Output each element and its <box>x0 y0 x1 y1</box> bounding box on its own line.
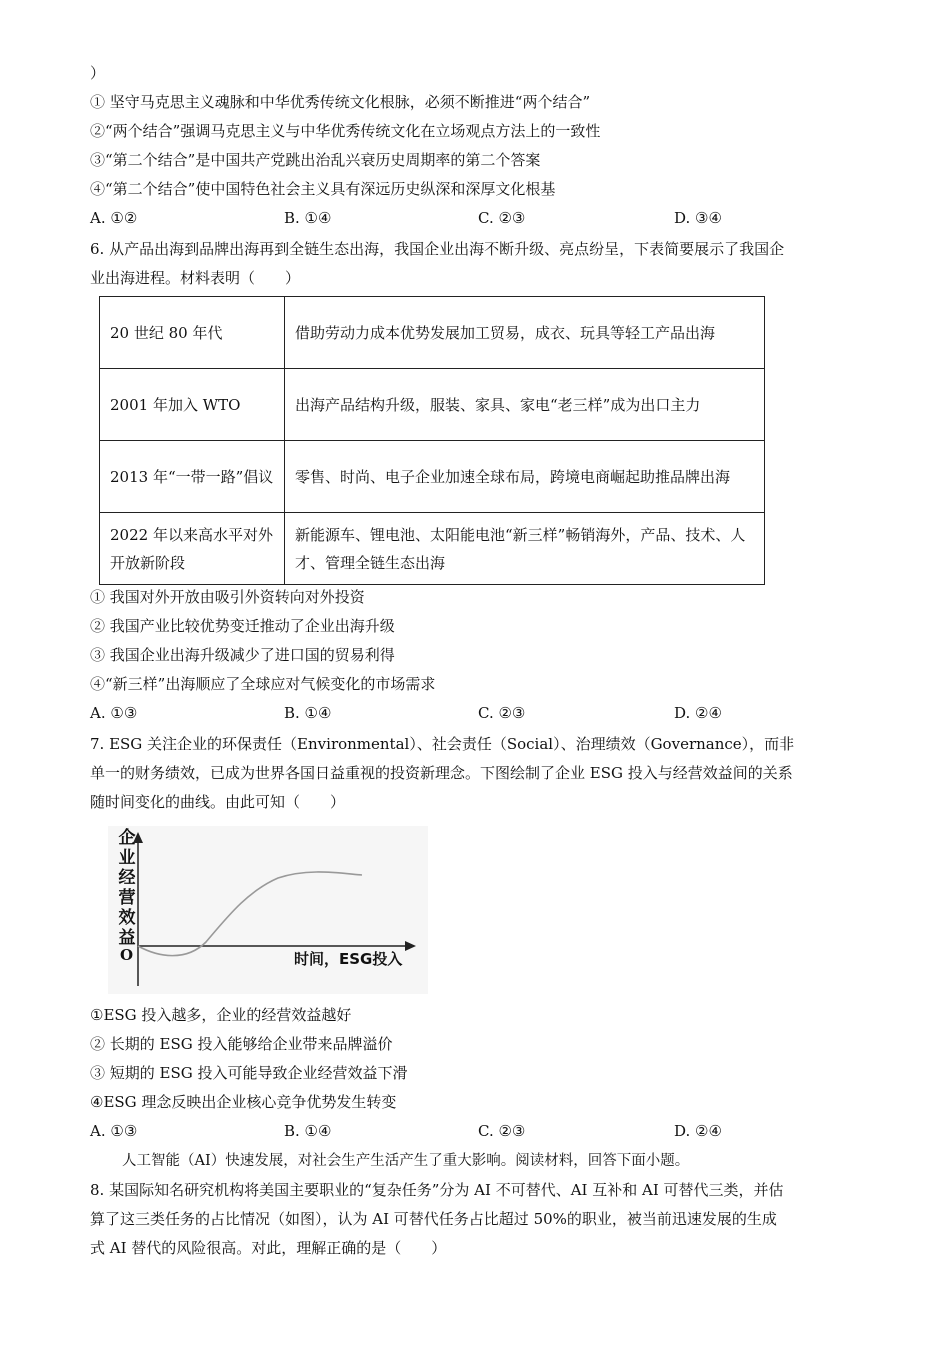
q6-statement-1: ① 我国对外开放由吸引外资转向对外投资 <box>90 588 365 606</box>
q7-statement-3: ③ 短期的 ESG 投入可能导致企业经营效益下滑 <box>90 1064 408 1082</box>
q5-statement-4: ④“第二个结合”使中国特色社会主义具有深远历史纵深和深厚文化根基 <box>90 180 556 198</box>
q8-stem-line-1: 8. 某国际知名研究机构将美国主要职业的“复杂任务”分为 AI 不可替代、AI 互补和 AI 可替代三类，并估 <box>90 1181 784 1199</box>
x-axis-arrow <box>405 941 416 951</box>
table-cell-desc: 新能源车、锂电池、太阳能电池“新三样”畅销海外，产品、技术、人才、管理全链生态出海 <box>285 513 765 585</box>
q8-stem-line-3: 式 AI 替代的风险很高。对此，理解正确的是（ ） <box>90 1239 447 1257</box>
q6-table <box>99 296 765 585</box>
q6-option-c[interactable]: C. ②③ <box>478 704 526 722</box>
table-cell-period: 2013 年“一带一路”倡议 <box>100 441 285 513</box>
q5-statement-2: ②“两个结合”强调马克思主义与中华优秀传统文化在立场观点方法上的一致性 <box>90 122 601 140</box>
table-cell-period: 20 世纪 80 年代 <box>100 297 285 369</box>
esg-curve-figure <box>108 826 428 994</box>
chart-origin-label: O <box>120 946 134 964</box>
table-cell-period: 2022 年以来高水平对外开放新阶段 <box>100 513 285 585</box>
q5-option-b[interactable]: B. ①④ <box>284 209 332 227</box>
q7-option-c[interactable]: C. ②③ <box>478 1122 526 1140</box>
q5-stem-tail: ） <box>90 64 106 82</box>
table-row <box>100 297 765 369</box>
q5-option-c[interactable]: C. ②③ <box>478 209 526 227</box>
q7-options <box>90 1120 790 1142</box>
table-cell-desc: 出海产品结构升级，服装、家具、家电“老三样”成为出口主力 <box>285 369 765 441</box>
q6-option-d[interactable]: D. ②④ <box>674 704 722 722</box>
q6-statement-3: ③ 我国企业出海升级减少了进口国的贸易利得 <box>90 646 395 664</box>
esg-benefit-curve <box>138 872 362 956</box>
q6-option-b[interactable]: B. ①④ <box>284 704 332 722</box>
ai-passage: 人工智能（AI）快速发展，对社会生产生活产生了重大影响。阅读材料，回答下面小题。 <box>122 1153 690 1169</box>
q7-stem-line-2: 单一的财务绩效，已成为世界各国日益重视的投资新理念。下图绘制了企业 ESG 投入与经营效益间的关系 <box>90 764 793 782</box>
table-cell-period: 2001 年加入 WTO <box>100 369 285 441</box>
q5-option-a[interactable]: A. ①② <box>90 209 138 227</box>
q7-stem-line-1: 7. ESG 关注企业的环保责任（Environmental）、社会责任（Social）、治理绩效（Governance），而非 <box>90 735 795 753</box>
chart-ylabel: 企业经营效益 <box>118 828 136 948</box>
q6-options <box>90 702 790 724</box>
table-cell-desc: 零售、时尚、电子企业加速全球布局，跨境电商崛起助推品牌出海 <box>285 441 765 513</box>
q7-statement-4: ④ESG 理念反映出企业核心竞争优势发生转变 <box>90 1093 397 1111</box>
q5-option-d[interactable]: D. ③④ <box>674 209 722 227</box>
q8-stem-line-2: 算了这三类任务的占比情况（如图），认为 AI 可替代任务占比超过 50%的职业，被当前迅速发展的生成 <box>90 1210 777 1228</box>
q6-statement-4: ④“新三样”出海顺应了全球应对气候变化的市场需求 <box>90 675 436 693</box>
table-row <box>100 369 765 441</box>
q7-statement-1: ①ESG 投入越多，企业的经营效益越好 <box>90 1006 352 1024</box>
q6-option-a[interactable]: A. ①③ <box>90 704 138 722</box>
table-cell-desc: 借助劳动力成本优势发展加工贸易，成衣、玩具等轻工产品出海 <box>285 297 765 369</box>
q5-statement-3: ③“第二个结合”是中国共产党跳出治乱兴衰历史周期率的第二个答案 <box>90 151 541 169</box>
q5-options <box>90 207 790 229</box>
q5-statement-1: ① 坚守马克思主义魂脉和中华优秀传统文化根脉，必须不断推进“两个结合” <box>90 93 591 111</box>
chart-xlabel: 时间，ESG投入 <box>294 950 403 968</box>
q7-stem-line-3: 随时间变化的曲线。由此可知（ ） <box>90 793 346 811</box>
table-row <box>100 441 765 513</box>
q6-stem-line-1: 6. 从产品出海到品牌出海再到全链生态出海，我国企业出海不断升级、亮点纷呈，下表简要展示了我国企 <box>90 240 785 258</box>
q6-stem-line-2: 业出海进程。材料表明（ ） <box>90 269 301 287</box>
q7-option-a[interactable]: A. ①③ <box>90 1122 138 1140</box>
q7-statement-2: ② 长期的 ESG 投入能够给企业带来品牌溢价 <box>90 1035 393 1053</box>
q7-option-b[interactable]: B. ①④ <box>284 1122 332 1140</box>
q6-statement-2: ② 我国产业比较优势变迁推动了企业出海升级 <box>90 617 395 635</box>
q7-option-d[interactable]: D. ②④ <box>674 1122 722 1140</box>
table-row <box>100 513 765 585</box>
